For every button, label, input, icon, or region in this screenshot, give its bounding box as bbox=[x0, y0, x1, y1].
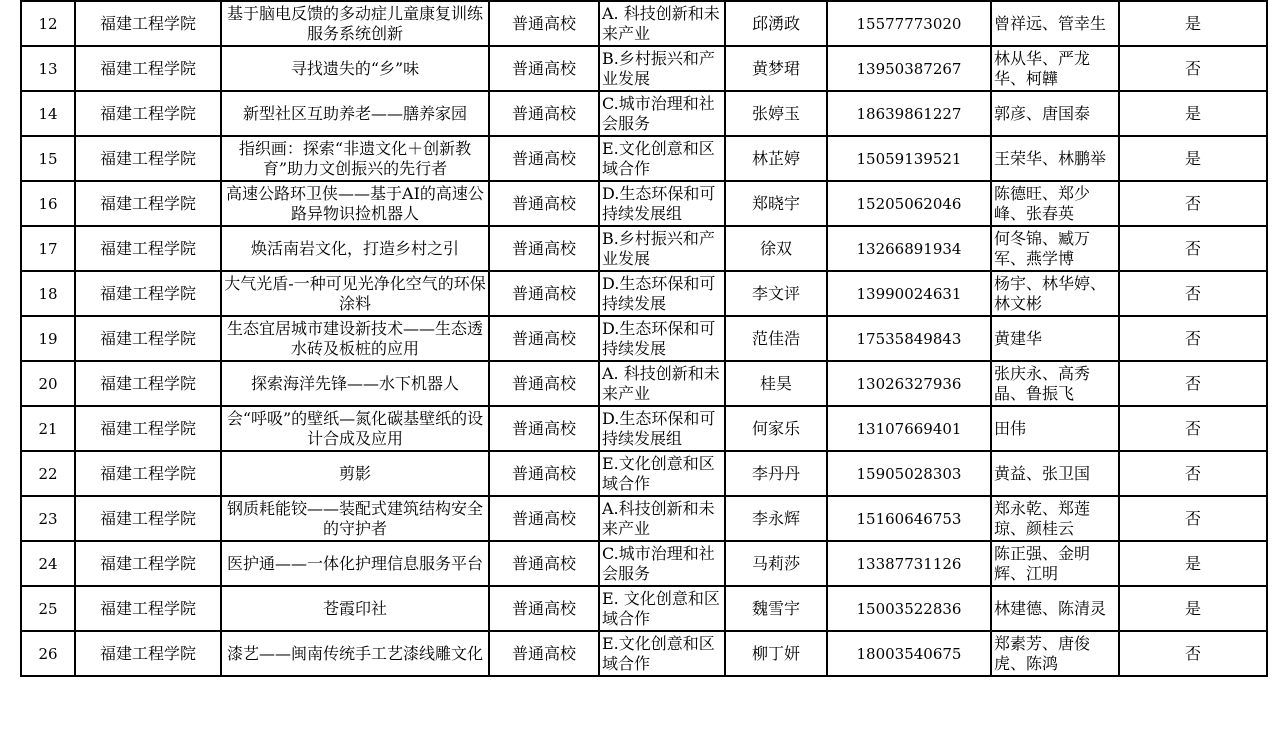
school-cell: 福建工程学院 bbox=[75, 541, 221, 586]
table-row bbox=[21, 226, 1267, 271]
project-name-cell: 探索海洋先锋——水下机器人 bbox=[221, 361, 489, 406]
track-cell: E.文化创意和区域合作 bbox=[599, 136, 725, 181]
phone-cell: 13107669401 bbox=[827, 406, 991, 451]
track-cell: A.科技创新和未来产业 bbox=[599, 496, 725, 541]
table-row bbox=[21, 496, 1267, 541]
track-cell: E. 文化创意和区域合作 bbox=[599, 586, 725, 631]
school-cell: 福建工程学院 bbox=[75, 406, 221, 451]
school-type-cell: 普通高校 bbox=[489, 226, 599, 271]
advisors-cell: 郑素芳、唐俊虎、陈鸿 bbox=[991, 631, 1119, 676]
leader-cell: 郑晓宇 bbox=[725, 181, 827, 226]
school-cell: 福建工程学院 bbox=[75, 361, 221, 406]
row-number-cell: 15 bbox=[21, 136, 75, 181]
project-name-cell: 大气光盾-一种可见光净化空气的环保涂料 bbox=[221, 271, 489, 316]
table-row bbox=[21, 451, 1267, 496]
school-cell: 福建工程学院 bbox=[75, 91, 221, 136]
advisors-cell: 王荣华、林鹏举 bbox=[991, 136, 1119, 181]
track-cell: D.生态环保和可持续发展 bbox=[599, 271, 725, 316]
row-number-cell: 12 bbox=[21, 1, 75, 46]
track-cell: B.乡村振兴和产业发展 bbox=[599, 46, 725, 91]
phone-cell: 13266891934 bbox=[827, 226, 991, 271]
project-name-cell: 剪影 bbox=[221, 451, 489, 496]
project-name-cell: 高速公路环卫侠——基于AI的高速公路异物识捡机器人 bbox=[221, 181, 489, 226]
flag-cell: 是 bbox=[1119, 541, 1267, 586]
school-type-cell: 普通高校 bbox=[489, 1, 599, 46]
phone-cell: 15905028303 bbox=[827, 451, 991, 496]
flag-cell: 否 bbox=[1119, 496, 1267, 541]
phone-cell: 13950387267 bbox=[827, 46, 991, 91]
school-cell: 福建工程学院 bbox=[75, 1, 221, 46]
flag-cell: 否 bbox=[1119, 361, 1267, 406]
advisors-cell: 黄建华 bbox=[991, 316, 1119, 361]
school-cell: 福建工程学院 bbox=[75, 226, 221, 271]
advisors-cell: 林从华、严龙华、柯韡 bbox=[991, 46, 1119, 91]
leader-cell: 林芷婷 bbox=[725, 136, 827, 181]
row-number-cell: 16 bbox=[21, 181, 75, 226]
school-cell: 福建工程学院 bbox=[75, 271, 221, 316]
flag-cell: 否 bbox=[1119, 631, 1267, 676]
row-number-cell: 14 bbox=[21, 91, 75, 136]
table-row bbox=[21, 406, 1267, 451]
school-type-cell: 普通高校 bbox=[489, 586, 599, 631]
track-cell: C.城市治理和社会服务 bbox=[599, 541, 725, 586]
track-cell: D.生态环保和可持续发展组 bbox=[599, 181, 725, 226]
track-cell: C.城市治理和社会服务 bbox=[599, 91, 725, 136]
school-type-cell: 普通高校 bbox=[489, 91, 599, 136]
leader-cell: 李永辉 bbox=[725, 496, 827, 541]
school-type-cell: 普通高校 bbox=[489, 496, 599, 541]
phone-cell: 13026327936 bbox=[827, 361, 991, 406]
advisors-cell: 郑永乾、郑莲琼、颜桂云 bbox=[991, 496, 1119, 541]
phone-cell: 13387731126 bbox=[827, 541, 991, 586]
school-cell: 福建工程学院 bbox=[75, 181, 221, 226]
school-cell: 福建工程学院 bbox=[75, 586, 221, 631]
school-type-cell: 普通高校 bbox=[489, 541, 599, 586]
school-cell: 福建工程学院 bbox=[75, 451, 221, 496]
row-number-cell: 17 bbox=[21, 226, 75, 271]
table-row bbox=[21, 541, 1267, 586]
advisors-cell: 张庆永、高秀晶、鲁振飞 bbox=[991, 361, 1119, 406]
leader-cell: 何家乐 bbox=[725, 406, 827, 451]
phone-cell: 18639861227 bbox=[827, 91, 991, 136]
track-cell: A. 科技创新和未来产业 bbox=[599, 361, 725, 406]
phone-cell: 18003540675 bbox=[827, 631, 991, 676]
project-name-cell: 漆艺——闽南传统手工艺漆线雕文化 bbox=[221, 631, 489, 676]
advisors-cell: 杨宇、林华婷、林文彬 bbox=[991, 271, 1119, 316]
flag-cell: 否 bbox=[1119, 451, 1267, 496]
row-number-cell: 20 bbox=[21, 361, 75, 406]
track-cell: E.文化创意和区域合作 bbox=[599, 451, 725, 496]
flag-cell: 是 bbox=[1119, 1, 1267, 46]
school-type-cell: 普通高校 bbox=[489, 181, 599, 226]
project-name-cell: 会“呼吸”的壁纸—氮化碳基壁纸的设计合成及应用 bbox=[221, 406, 489, 451]
flag-cell: 是 bbox=[1119, 91, 1267, 136]
school-type-cell: 普通高校 bbox=[489, 631, 599, 676]
flag-cell: 是 bbox=[1119, 136, 1267, 181]
advisors-cell: 林建德、陈清灵 bbox=[991, 586, 1119, 631]
project-name-cell: 指织画：探索“非遗文化＋创新教育”助力文创振兴的先行者 bbox=[221, 136, 489, 181]
track-cell: E.文化创意和区域合作 bbox=[599, 631, 725, 676]
row-number-cell: 26 bbox=[21, 631, 75, 676]
flag-cell: 否 bbox=[1119, 46, 1267, 91]
table-row bbox=[21, 271, 1267, 316]
leader-cell: 李丹丹 bbox=[725, 451, 827, 496]
school-cell: 福建工程学院 bbox=[75, 496, 221, 541]
flag-cell: 否 bbox=[1119, 226, 1267, 271]
row-number-cell: 22 bbox=[21, 451, 75, 496]
leader-cell: 李文评 bbox=[725, 271, 827, 316]
school-type-cell: 普通高校 bbox=[489, 406, 599, 451]
school-type-cell: 普通高校 bbox=[489, 451, 599, 496]
phone-cell: 15003522836 bbox=[827, 586, 991, 631]
phone-cell: 15160646753 bbox=[827, 496, 991, 541]
row-number-cell: 18 bbox=[21, 271, 75, 316]
project-name-cell: 苍霞印社 bbox=[221, 586, 489, 631]
row-number-cell: 23 bbox=[21, 496, 75, 541]
leader-cell: 魏雪宇 bbox=[725, 586, 827, 631]
track-cell: B.乡村振兴和产业发展 bbox=[599, 226, 725, 271]
advisors-cell: 郭彦、唐国泰 bbox=[991, 91, 1119, 136]
advisors-cell: 黄益、张卫国 bbox=[991, 451, 1119, 496]
project-name-cell: 钢质耗能铰——装配式建筑结构安全的守护者 bbox=[221, 496, 489, 541]
track-cell: D.生态环保和可持续发展 bbox=[599, 316, 725, 361]
flag-cell: 否 bbox=[1119, 271, 1267, 316]
school-type-cell: 普通高校 bbox=[489, 271, 599, 316]
flag-cell: 否 bbox=[1119, 181, 1267, 226]
school-cell: 福建工程学院 bbox=[75, 316, 221, 361]
project-table bbox=[20, 0, 1268, 677]
leader-cell: 邱湧政 bbox=[725, 1, 827, 46]
phone-cell: 15205062046 bbox=[827, 181, 991, 226]
project-name-cell: 寻找遗失的“乡”味 bbox=[221, 46, 489, 91]
table-row bbox=[21, 361, 1267, 406]
track-cell: A. 科技创新和未来产业 bbox=[599, 1, 725, 46]
phone-cell: 15577773020 bbox=[827, 1, 991, 46]
table-row bbox=[21, 1, 1267, 46]
flag-cell: 否 bbox=[1119, 316, 1267, 361]
project-name-cell: 焕活南岩文化，打造乡村之引 bbox=[221, 226, 489, 271]
phone-cell: 17535849843 bbox=[827, 316, 991, 361]
leader-cell: 张婷玉 bbox=[725, 91, 827, 136]
advisors-cell: 曾祥远、管幸生 bbox=[991, 1, 1119, 46]
advisors-cell: 田伟 bbox=[991, 406, 1119, 451]
table-row bbox=[21, 181, 1267, 226]
school-type-cell: 普通高校 bbox=[489, 361, 599, 406]
advisors-cell: 何冬锦、臧万军、燕学博 bbox=[991, 226, 1119, 271]
table-row bbox=[21, 136, 1267, 181]
advisors-cell: 陈德旺、郑少峰、张春英 bbox=[991, 181, 1119, 226]
leader-cell: 黄梦珺 bbox=[725, 46, 827, 91]
school-cell: 福建工程学院 bbox=[75, 631, 221, 676]
flag-cell: 否 bbox=[1119, 406, 1267, 451]
table-row bbox=[21, 586, 1267, 631]
row-number-cell: 19 bbox=[21, 316, 75, 361]
school-type-cell: 普通高校 bbox=[489, 316, 599, 361]
phone-cell: 15059139521 bbox=[827, 136, 991, 181]
row-number-cell: 25 bbox=[21, 586, 75, 631]
leader-cell: 范佳浩 bbox=[725, 316, 827, 361]
row-number-cell: 13 bbox=[21, 46, 75, 91]
phone-cell: 13990024631 bbox=[827, 271, 991, 316]
track-cell: D.生态环保和可持续发展组 bbox=[599, 406, 725, 451]
leader-cell: 马莉莎 bbox=[725, 541, 827, 586]
project-name-cell: 医护通——一体化护理信息服务平台 bbox=[221, 541, 489, 586]
leader-cell: 桂昊 bbox=[725, 361, 827, 406]
flag-cell: 是 bbox=[1119, 586, 1267, 631]
project-name-cell: 新型社区互助养老——膳养家园 bbox=[221, 91, 489, 136]
project-name-cell: 基于脑电反馈的多动症儿童康复训练服务系统创新 bbox=[221, 1, 489, 46]
table-row bbox=[21, 316, 1267, 361]
school-cell: 福建工程学院 bbox=[75, 136, 221, 181]
leader-cell: 柳丁妍 bbox=[725, 631, 827, 676]
leader-cell: 徐双 bbox=[725, 226, 827, 271]
row-number-cell: 21 bbox=[21, 406, 75, 451]
advisors-cell: 陈正强、金明辉、江明 bbox=[991, 541, 1119, 586]
row-number-cell: 24 bbox=[21, 541, 75, 586]
school-cell: 福建工程学院 bbox=[75, 46, 221, 91]
table-row bbox=[21, 631, 1267, 676]
school-type-cell: 普通高校 bbox=[489, 136, 599, 181]
project-name-cell: 生态宜居城市建设新技术——生态透水砖及板桩的应用 bbox=[221, 316, 489, 361]
table-row bbox=[21, 46, 1267, 91]
table-body bbox=[21, 1, 1267, 676]
school-type-cell: 普通高校 bbox=[489, 46, 599, 91]
table-row bbox=[21, 91, 1267, 136]
